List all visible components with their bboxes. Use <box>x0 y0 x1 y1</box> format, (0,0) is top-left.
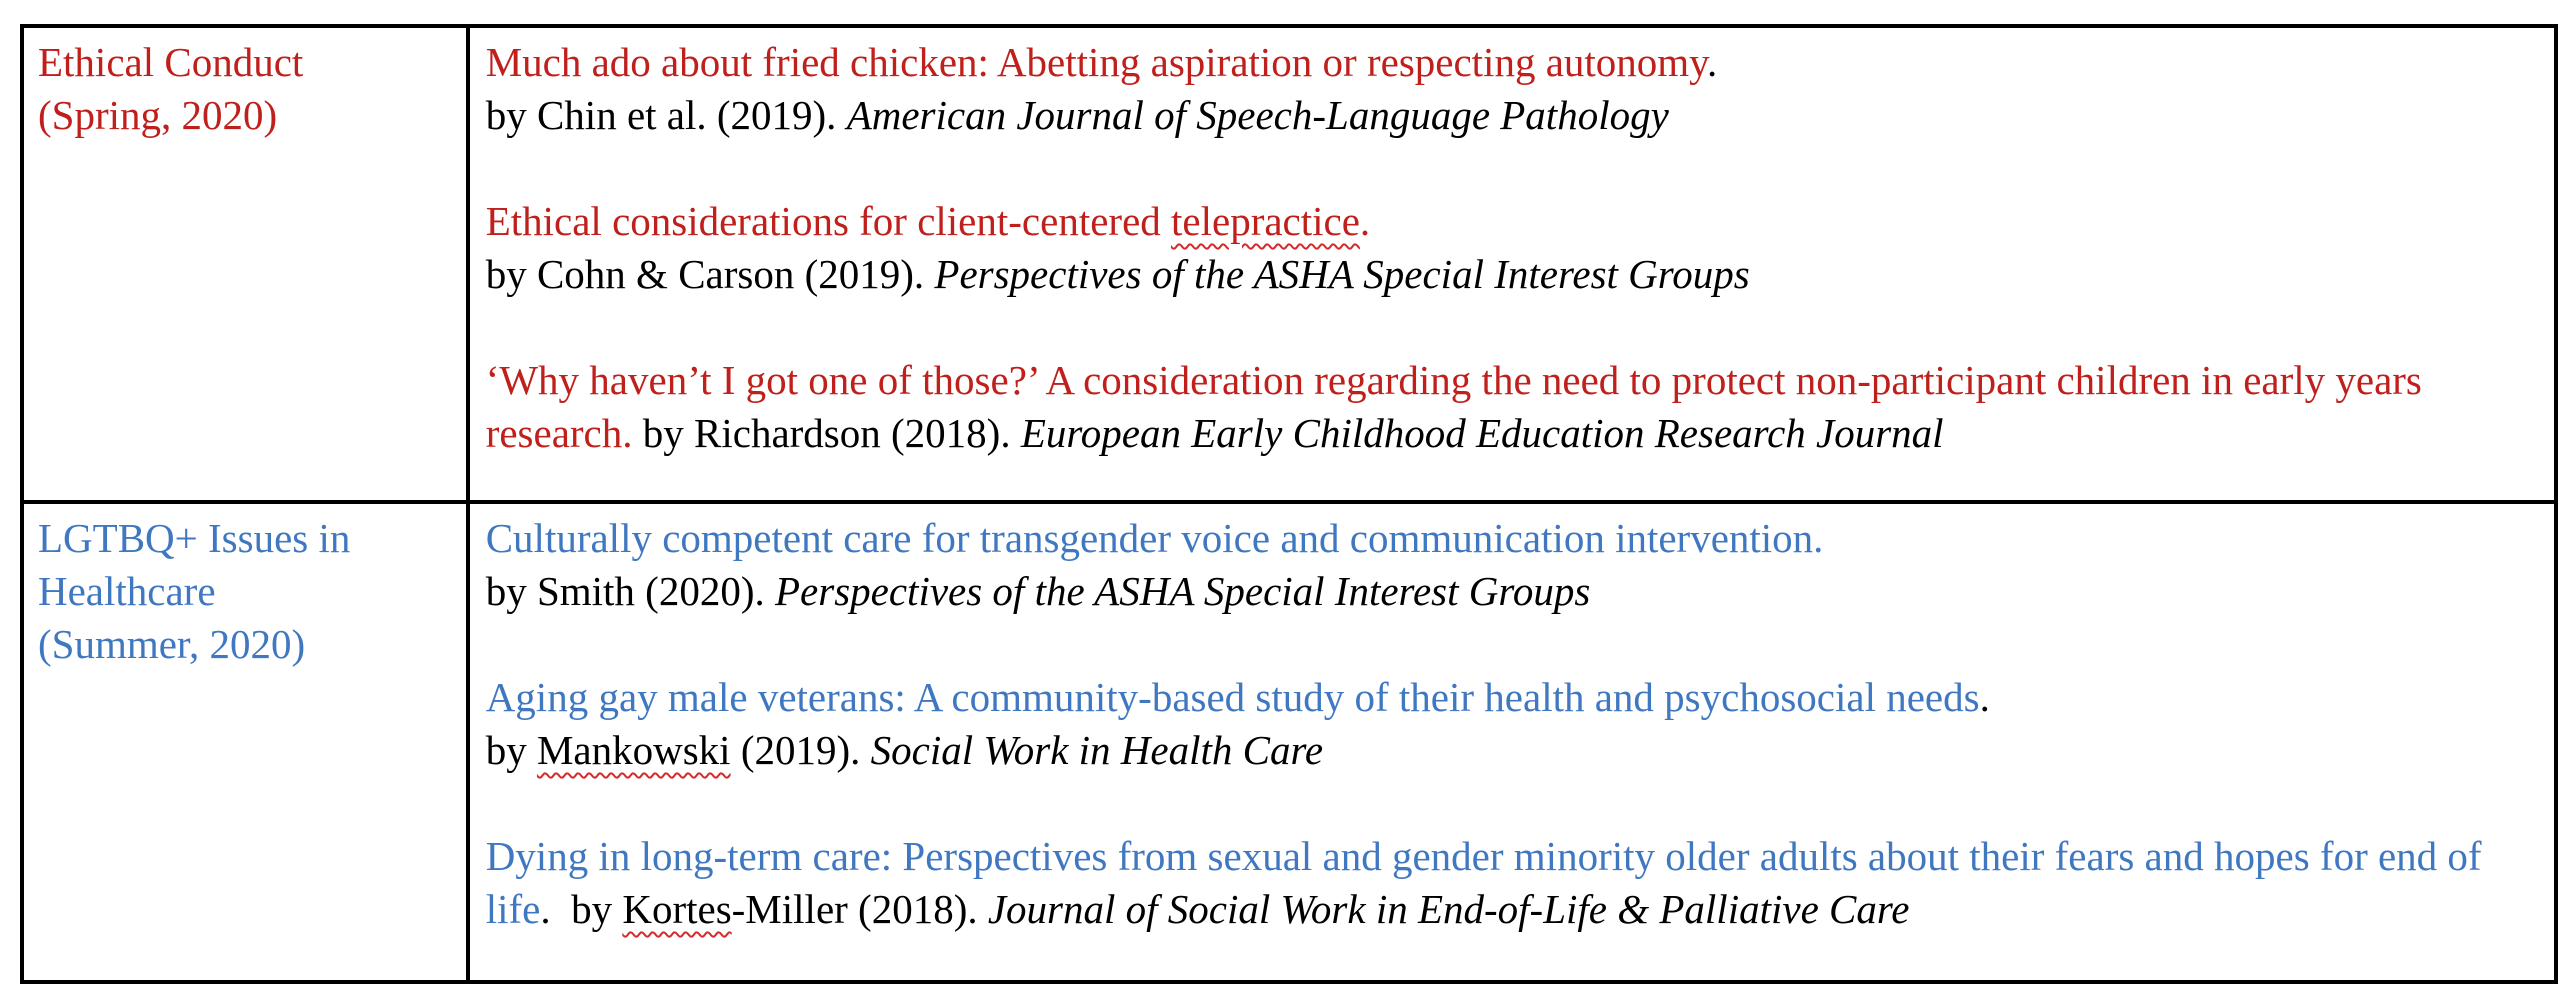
spellcheck-flagged-word[interactable]: Mankowski <box>536 727 731 773</box>
title-period: . <box>1359 198 1371 244</box>
article-journal: American Journal of Speech-Language Pathology <box>846 92 1669 138</box>
article-byline: by <box>571 886 623 932</box>
article-byline: (2019). <box>730 727 871 773</box>
table-row <box>22 502 2556 982</box>
article-title: Ethical considerations for client-centered <box>485 198 1172 244</box>
title-period: . <box>540 886 572 932</box>
topic-title: Ethical Conduct <box>38 39 304 85</box>
topic-title: LGTBQ+ Issues in <box>38 515 351 561</box>
spellcheck-flagged-word[interactable]: telepractice <box>1171 198 1360 244</box>
article-journal: Journal of Social Work in End-of-Life & Palliative Care <box>987 886 1910 932</box>
reading-list-table <box>20 24 2558 984</box>
article-byline: by Chin et al. (2019). <box>485 92 847 138</box>
article-journal: European Early Childhood Education Research Journal <box>1020 410 1944 456</box>
article-entry <box>486 512 2538 618</box>
article-title: Culturally competent care for transgender voice and communication intervention. <box>485 515 1824 561</box>
article-byline: by Cohn & Carson (2019). <box>485 251 935 297</box>
article-list-cell <box>468 502 2556 982</box>
article-list-cell <box>468 26 2556 502</box>
article-title: Dying in long-term care: Perspectives from sexual and gender minority older adults about their fears and hopes for end of life <box>485 833 2482 932</box>
article-title: Aging gay male veterans: A community-based study of their health and psychosocial needs <box>485 674 1980 720</box>
article-entry <box>486 354 2538 460</box>
topic-term: (Summer, 2020) <box>38 621 306 667</box>
topic-term: (Spring, 2020) <box>38 92 278 138</box>
article-journal: Perspectives of the ASHA Special Interest Groups <box>934 251 1750 297</box>
article-title: ‘Why haven’t I got one of those?’ A consideration regarding the need to protect non-participant children in early years research. <box>485 357 2422 456</box>
article-journal: Social Work in Health Care <box>870 727 1324 773</box>
article-journal: Perspectives of the ASHA Special Interest Groups <box>775 568 1591 614</box>
article-byline: by Smith (2020). <box>485 568 775 614</box>
topic-title: Healthcare <box>38 568 216 614</box>
article-byline: -Miller (2018). <box>731 886 988 932</box>
title-period: . <box>1707 39 1718 85</box>
article-byline: by Richardson (2018). <box>632 410 1021 456</box>
article-byline: by <box>485 727 537 773</box>
table-row <box>22 26 2556 502</box>
article-entry <box>486 830 2538 936</box>
article-entry <box>486 195 2538 301</box>
title-period: . <box>1979 674 1990 720</box>
article-entry <box>486 671 2538 777</box>
article-title: Much ado about fried chicken: Abetting aspiration or respecting autonomy <box>485 39 1708 85</box>
topic-cell <box>22 26 468 502</box>
topic-cell <box>22 502 468 982</box>
article-entry <box>486 36 2538 142</box>
spellcheck-flagged-word[interactable]: Kortes <box>622 886 732 932</box>
